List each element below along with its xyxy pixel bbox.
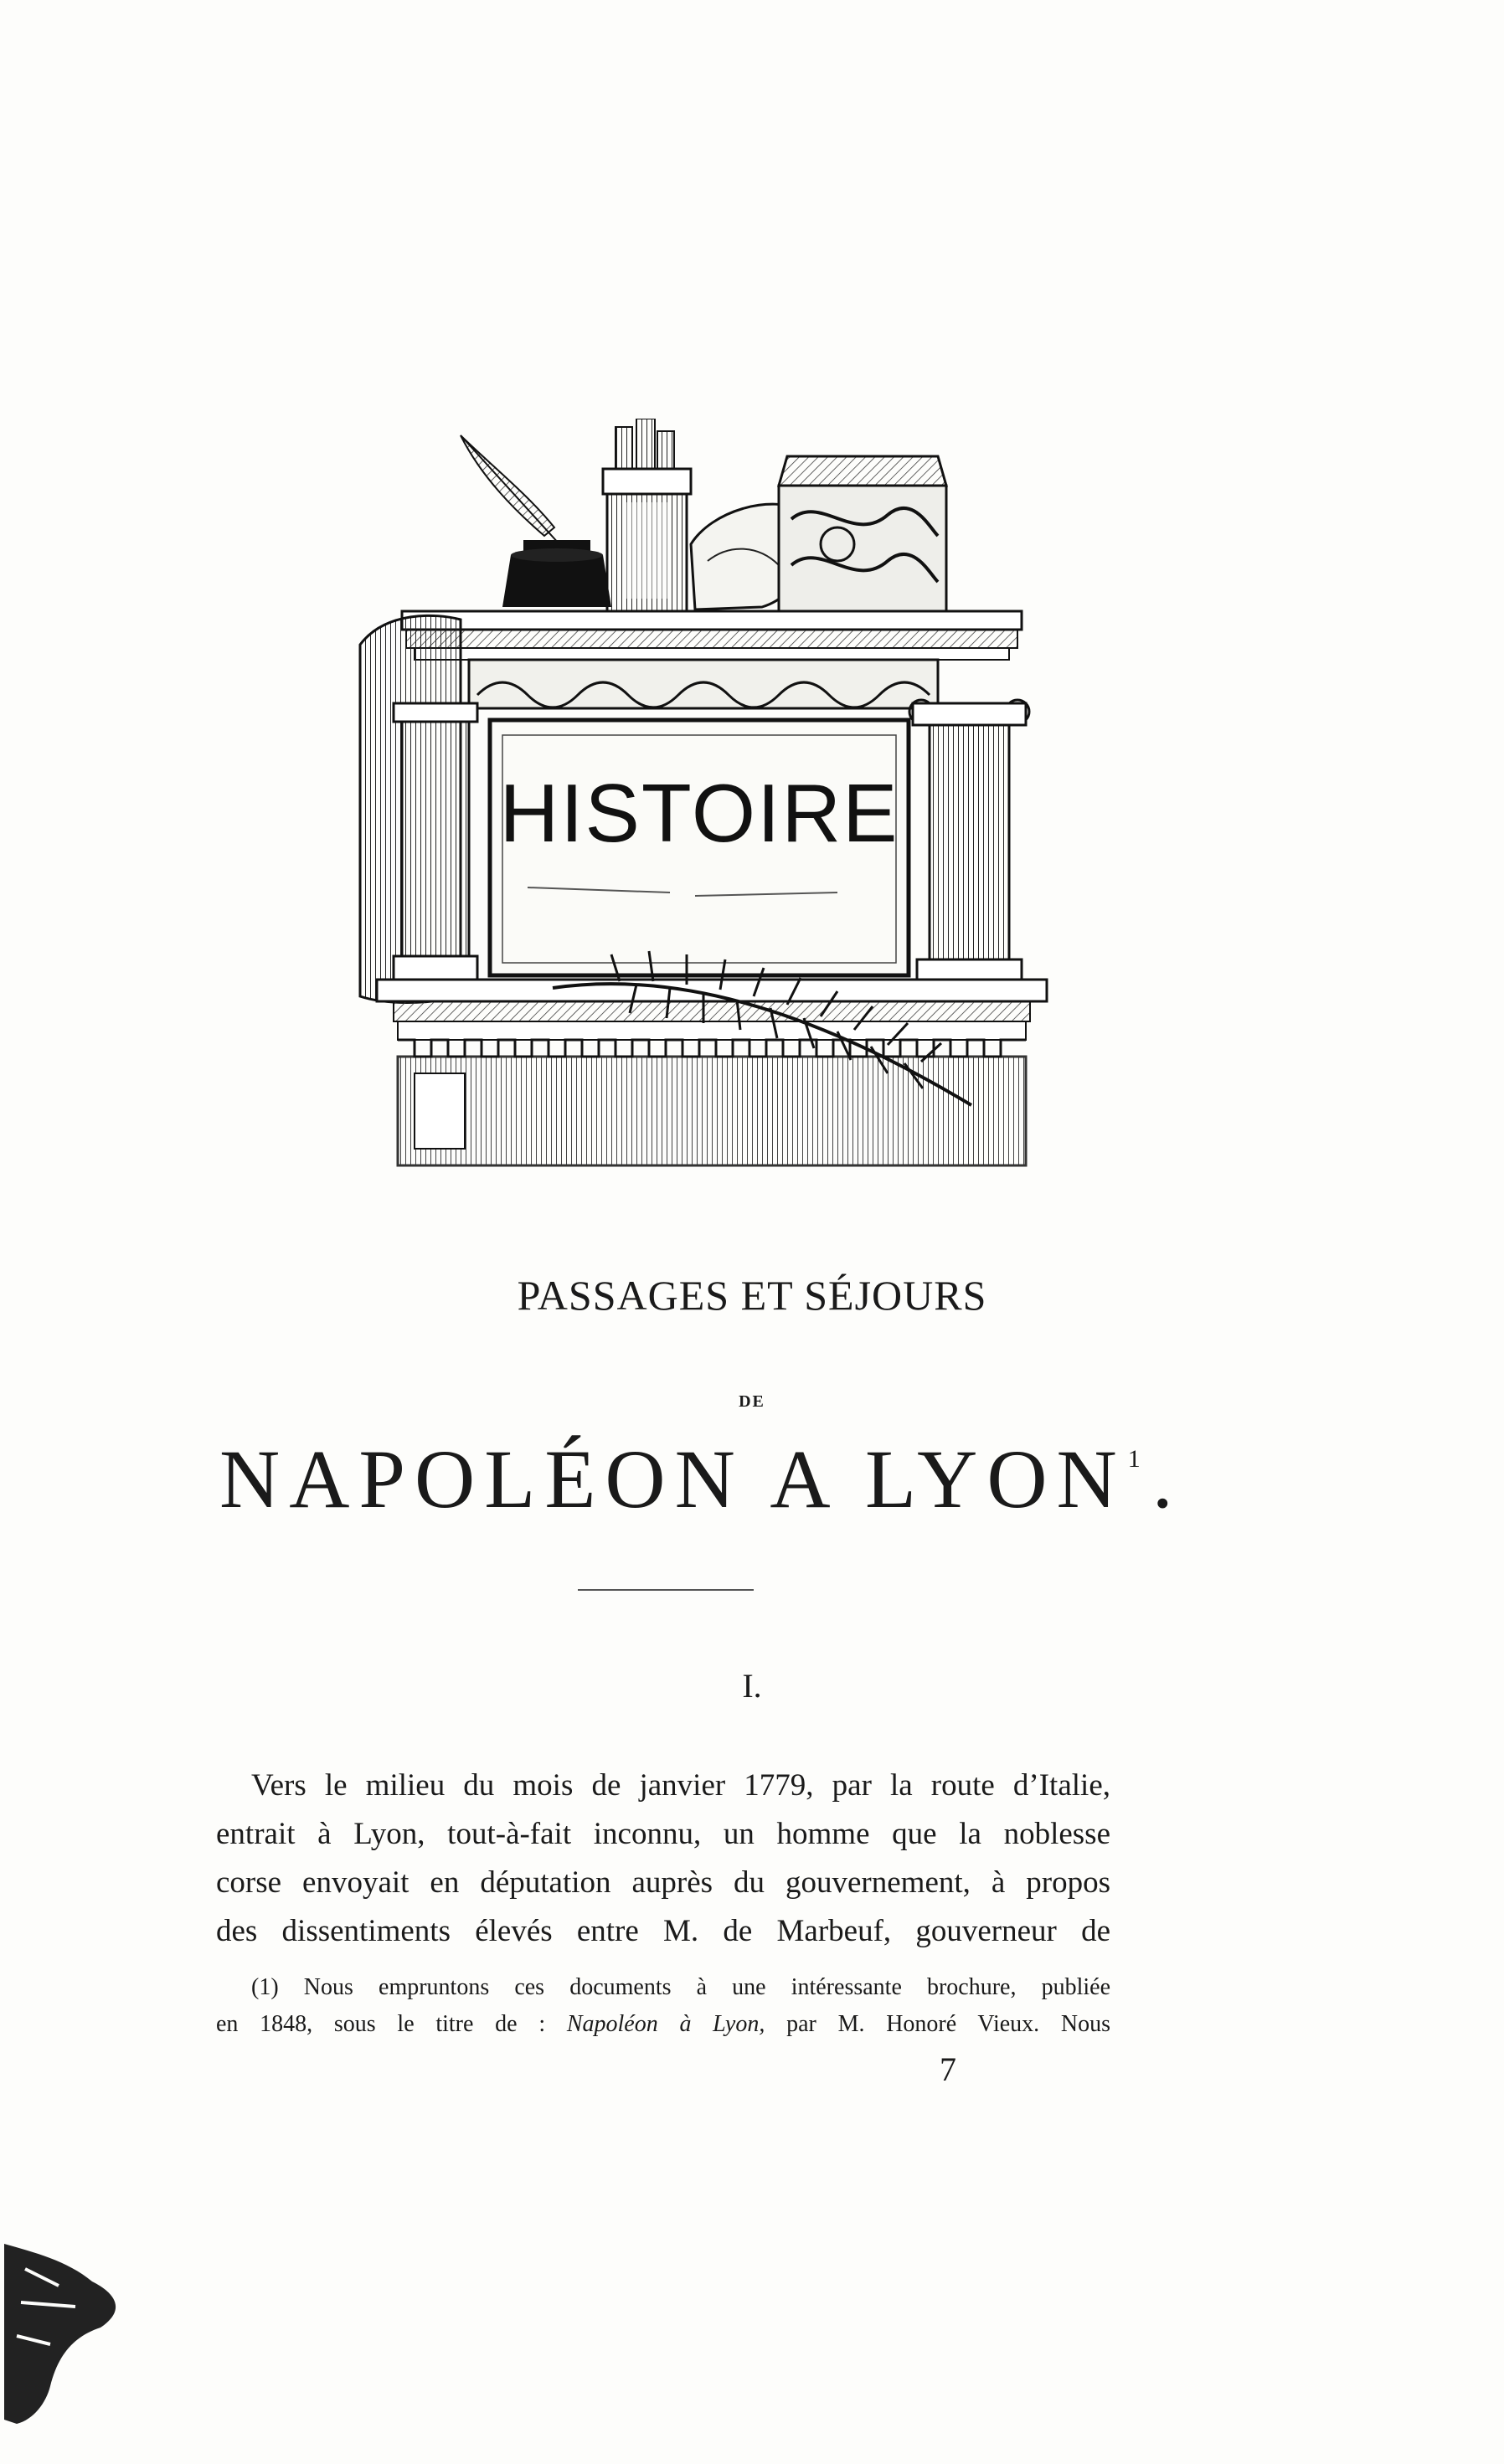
body-line-3: corse envoyait en députation auprès du gouvernement, à propos: [216, 1865, 1110, 1900]
right-column: [909, 700, 1029, 983]
cornice: [402, 611, 1022, 630]
main-title-period: .: [1151, 1433, 1182, 1525]
body-line-2: entrait à Lyon, tout-à-fait inconnu, un homme que la noblesse: [216, 1817, 1110, 1851]
footnote-book-title: Napoléon à Lyon,: [566, 2011, 765, 2037]
body-line-1: Vers le milieu du mois de janvier 1779, par la route d’Italie,: [251, 1768, 1110, 1803]
histoire-label: HISTOIRE: [499, 767, 899, 859]
inkwell-icon: [502, 540, 611, 607]
section-title: PASSAGES ET SÉJOURS: [517, 1272, 987, 1319]
footnote-marker: (1): [251, 1974, 279, 2000]
main-title: [219, 1433, 1182, 1525]
quill-icon: [461, 435, 559, 544]
title-rule: [578, 1589, 754, 1591]
page-number: 7: [940, 2050, 956, 2088]
main-title-text: NAPOLÉON A LYON: [219, 1433, 1126, 1525]
body-line-4: des dissentiments élevés entre M. de Marbeuf, gouverneur de: [216, 1914, 1110, 1948]
histoire-vignette: [335, 419, 1089, 1206]
shelf: [377, 980, 1047, 1001]
footnote-ref: 1: [1127, 1445, 1141, 1473]
chapter-number: I.: [742, 1667, 762, 1705]
title-connector: DE: [739, 1392, 765, 1411]
footnote-line-2: [216, 2006, 1110, 2043]
footnote-text-2b: par M. Honoré Vieux. Nous: [786, 2011, 1110, 2037]
footnote-text-1: Nous empruntons ces documents à une intéressante brochure, publiée: [303, 1974, 1111, 2000]
footnote-line-1: [251, 1969, 1110, 2006]
casket-icon: [779, 456, 946, 611]
frieze: [469, 660, 938, 708]
footnote-text-2a: en 1848, sous le titre de :: [216, 2011, 546, 2037]
binding-edge-mark: [0, 2235, 134, 2428]
left-column: [394, 703, 477, 980]
scroll-holder-icon: [603, 419, 691, 611]
